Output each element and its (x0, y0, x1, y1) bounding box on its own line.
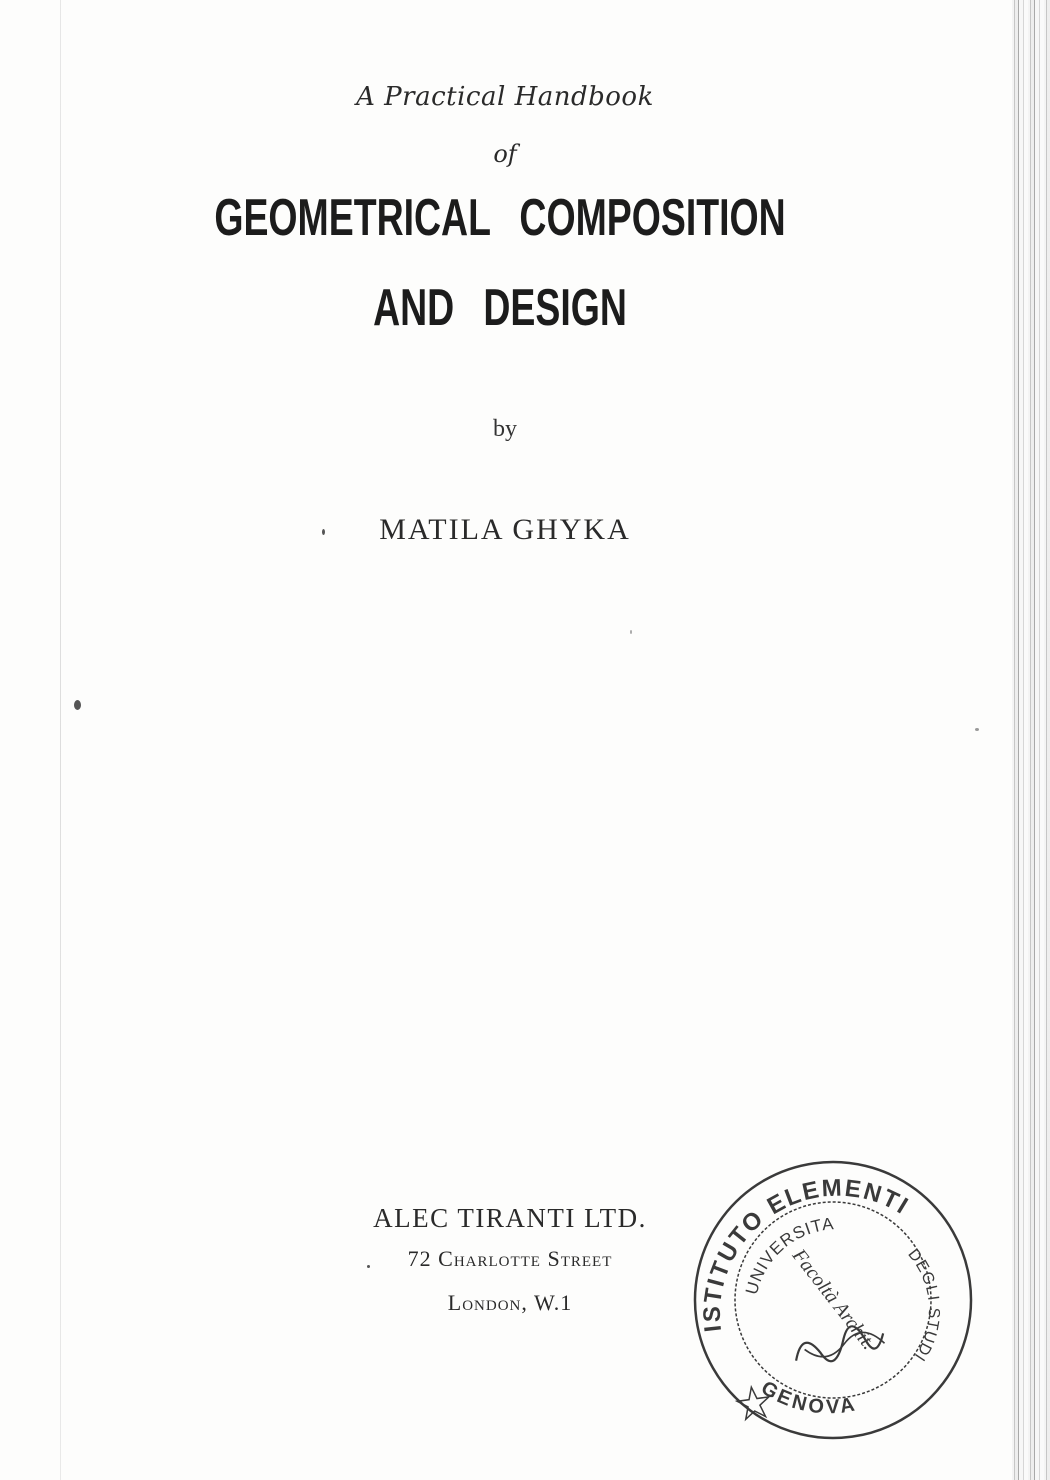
scan-speck (975, 728, 979, 731)
book-spine-edge (1012, 0, 1050, 1480)
library-stamp (688, 1155, 978, 1445)
publisher-city: London, W.1 (447, 1290, 573, 1315)
book-title-line-2: AND DESIGN (373, 279, 627, 337)
stamp-outer-text-top: ISTITUTO ELEMENTI (698, 1174, 914, 1334)
stamp-outer-text-bottom: GENOVA (757, 1376, 860, 1419)
book-title-line-1: GEOMETRICAL COMPOSITION (214, 189, 786, 247)
subtitle: A Practical Handbook (356, 82, 654, 112)
scan-edge-left (60, 0, 61, 1480)
by-line: by (493, 416, 517, 442)
stamp-center-text: Facoltà Archit. (787, 1244, 880, 1354)
scan-speck (74, 700, 81, 710)
svg-text:DEGLI STUDI (896, 1244, 951, 1367)
title-connector: of (493, 140, 517, 168)
stamp-inner-text-right: DEGLI STUDI (904, 1245, 943, 1365)
stamp-inner-text-top: UNIVERSITA (741, 1214, 836, 1297)
publisher-name: ALEC TIRANTI LTD. (373, 1203, 647, 1233)
scan-speck (630, 630, 632, 634)
publisher-street: 72 Charlotte Street (407, 1246, 613, 1271)
author-name: MATILA GHYKA (379, 513, 631, 546)
